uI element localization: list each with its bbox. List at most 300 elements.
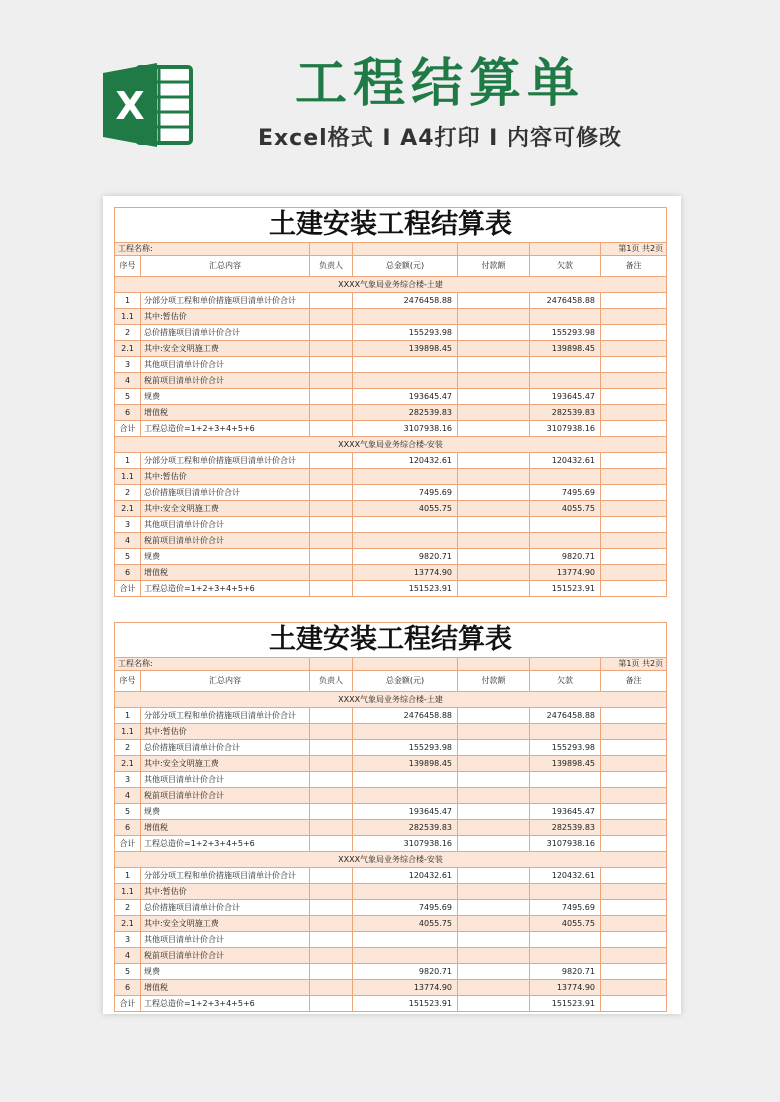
cell-owed: 2476458.88 [530,293,601,309]
cell-content: 工程总造价=1+2+3+4+5+6 [141,996,310,1012]
table-row [115,373,667,389]
cell-paid [458,964,530,980]
cell-note [601,309,667,325]
cell-owner [310,916,353,932]
section-row [115,692,667,708]
cell-paid [458,740,530,756]
cell-content: 总价措施项目清单计价合计 [141,485,310,501]
cell-owner [310,756,353,772]
cell-paid [458,772,530,788]
cell-total [353,724,458,740]
cell-owed: 151523.91 [530,581,601,597]
cell-paid [458,565,530,581]
cell-owed: 3107938.16 [530,421,601,437]
cell-note [601,469,667,485]
cell-note [601,964,667,980]
cell-owner [310,341,353,357]
cell-paid [458,373,530,389]
cell-content: 规费 [141,549,310,565]
table-row [115,932,667,948]
cell-note [601,565,667,581]
cell-paid [458,485,530,501]
cell-no: 2.1 [115,341,141,357]
table-row [115,549,667,565]
cell-owed: 13774.90 [530,565,601,581]
page-title: 工程结算单 [294,54,585,114]
cell-owner [310,549,353,565]
cell-note [601,501,667,517]
cell-owner [310,772,353,788]
table-row [115,820,667,836]
cell-no: 1.1 [115,724,141,740]
cell-total: 3107938.16 [353,421,458,437]
column-header: 付款额 [458,671,530,692]
table-row [115,884,667,900]
cell-owner [310,485,353,501]
cell-no: 6 [115,565,141,581]
cell-owner [310,309,353,325]
cell-content: 规费 [141,804,310,820]
cell-content: 其中:安全文明施工费 [141,341,310,357]
cell-owner [310,836,353,852]
cell-note [601,932,667,948]
cell-owed: 7495.69 [530,900,601,916]
cell-content: 其中:暂估价 [141,469,310,485]
cell-content: 其中:暂估价 [141,884,310,900]
cell-paid [458,804,530,820]
cell-total [353,772,458,788]
cell-content: 税前项目清单计价合计 [141,533,310,549]
section-name: XXXX气象局业务综合楼-安装 [115,852,667,868]
column-header: 欠款 [530,671,601,692]
cell-no: 1 [115,453,141,469]
cell-owed: 139898.45 [530,756,601,772]
cell-paid [458,341,530,357]
table-row [115,501,667,517]
cell-owed: 282539.83 [530,820,601,836]
cell-total: 120432.61 [353,868,458,884]
cell-paid [458,501,530,517]
cell-total [353,884,458,900]
table-title-row [115,208,667,243]
cell-paid [458,293,530,309]
cell-owed: 282539.83 [530,405,601,421]
cell-owner [310,724,353,740]
cell-owed [530,357,601,373]
cell-total: 282539.83 [353,820,458,836]
cell-content: 增值税 [141,820,310,836]
table-row [115,389,667,405]
cell-note [601,836,667,852]
cell-paid [458,309,530,325]
cell-no: 2 [115,485,141,501]
cell-owed: 120432.61 [530,453,601,469]
cell-note [601,517,667,533]
cell-total: 3107938.16 [353,836,458,852]
cell-content: 税前项目清单计价合计 [141,373,310,389]
cell-owed: 4055.75 [530,916,601,932]
cell-total [353,948,458,964]
table-row [115,964,667,980]
cell-content: 增值税 [141,405,310,421]
cell-owner [310,740,353,756]
cell-owner [310,804,353,820]
cell-no: 3 [115,932,141,948]
section-name: XXXX气象局业务综合楼-土建 [115,277,667,293]
cell-note [601,341,667,357]
section-row [115,437,667,453]
cell-no: 3 [115,517,141,533]
cell-no: 2.1 [115,916,141,932]
cell-no: 合计 [115,421,141,437]
cell-content: 总价措施项目清单计价合计 [141,900,310,916]
cell-note [601,900,667,916]
cell-content: 其中:安全文明施工费 [141,501,310,517]
table-row [115,325,667,341]
table-row [115,293,667,309]
blank-cell [530,243,601,256]
cell-note [601,980,667,996]
cell-owner [310,900,353,916]
cell-owed [530,724,601,740]
cell-no: 4 [115,788,141,804]
cell-note [601,772,667,788]
cell-owed [530,469,601,485]
table-row [115,453,667,469]
project-meta-row [115,658,667,671]
column-header: 总金额(元) [353,256,458,277]
cell-total [353,932,458,948]
cell-total: 2476458.88 [353,708,458,724]
cell-content: 工程总造价=1+2+3+4+5+6 [141,421,310,437]
cell-paid [458,724,530,740]
cell-owed: 4055.75 [530,501,601,517]
column-header: 总金额(元) [353,671,458,692]
cell-owed [530,533,601,549]
cell-no: 4 [115,948,141,964]
cell-paid [458,980,530,996]
excel-icon [99,57,195,153]
cell-total [353,309,458,325]
table-row [115,756,667,772]
cell-owed: 9820.71 [530,549,601,565]
cell-total: 4055.75 [353,916,458,932]
cell-note [601,868,667,884]
column-header: 负责人 [310,671,353,692]
cell-content: 分部分项工程和单价措施项目清单计价合计 [141,453,310,469]
column-header: 付款额 [458,256,530,277]
cell-paid [458,756,530,772]
table-row [115,804,667,820]
table-row [115,309,667,325]
cell-owed: 9820.71 [530,964,601,980]
cell-content: 其中:安全文明施工费 [141,916,310,932]
cell-no: 1 [115,868,141,884]
table-title: 土建安装工程结算表 [115,623,667,658]
cell-owner [310,565,353,581]
cell-total [353,469,458,485]
blank-cell [353,243,458,256]
cell-note [601,820,667,836]
column-header: 汇总内容 [141,671,310,692]
cell-owed [530,884,601,900]
cell-no: 2.1 [115,501,141,517]
cell-total: 7495.69 [353,485,458,501]
column-header: 欠款 [530,256,601,277]
cell-paid [458,549,530,565]
table-row [115,405,667,421]
cell-paid [458,836,530,852]
cell-paid [458,405,530,421]
cell-note [601,948,667,964]
table-row [115,916,667,932]
cell-content: 税前项目清单计价合计 [141,948,310,964]
cell-no: 1.1 [115,309,141,325]
cell-content: 税前项目清单计价合计 [141,788,310,804]
cell-note [601,405,667,421]
cell-content: 总价措施项目清单计价合计 [141,740,310,756]
table-row [115,517,667,533]
cell-no: 5 [115,804,141,820]
cell-content: 其中:暂估价 [141,724,310,740]
cell-owed: 120432.61 [530,868,601,884]
cell-no: 1 [115,293,141,309]
cell-paid [458,996,530,1012]
settlement-table-1 [114,207,667,597]
cell-note [601,357,667,373]
table-row [115,708,667,724]
cell-note [601,804,667,820]
cell-total: 151523.91 [353,581,458,597]
cell-owner [310,389,353,405]
cell-total: 139898.45 [353,756,458,772]
column-header: 序号 [115,671,141,692]
blank-cell [458,243,530,256]
cell-total: 4055.75 [353,501,458,517]
cell-owner [310,373,353,389]
table-row [115,421,667,437]
table-row [115,980,667,996]
cell-owed: 193645.47 [530,389,601,405]
cell-paid [458,389,530,405]
cell-note [601,756,667,772]
cell-total: 9820.71 [353,964,458,980]
cell-total: 139898.45 [353,341,458,357]
cell-paid [458,900,530,916]
table-row [115,740,667,756]
cell-no: 6 [115,820,141,836]
page-info: 第1页 共2页 [601,658,667,671]
cell-paid [458,916,530,932]
cell-owed: 155293.98 [530,325,601,341]
cell-content: 规费 [141,964,310,980]
page-subtitle: Excel格式 I A4打印 I 内容可修改 [257,126,623,151]
cell-note [601,740,667,756]
cell-no: 1 [115,708,141,724]
cell-note [601,708,667,724]
cell-content: 总价措施项目清单计价合计 [141,325,310,341]
cell-note [601,389,667,405]
column-header: 序号 [115,256,141,277]
cell-owed: 2476458.88 [530,708,601,724]
section-name: XXXX气象局业务综合楼-安装 [115,437,667,453]
project-name-label: 工程名称: [115,658,310,671]
project-name-label: 工程名称: [115,243,310,256]
cell-owed: 151523.91 [530,996,601,1012]
cell-owed [530,772,601,788]
cell-owner [310,357,353,373]
table-row [115,948,667,964]
cell-owed [530,517,601,533]
cell-note [601,549,667,565]
table-row [115,581,667,597]
cell-total: 155293.98 [353,325,458,341]
blank-cell [458,658,530,671]
cell-total: 193645.47 [353,804,458,820]
cell-owner [310,980,353,996]
cell-owed: 3107938.16 [530,836,601,852]
table-title: 土建安装工程结算表 [115,208,667,243]
table-row [115,357,667,373]
cell-owed: 7495.69 [530,485,601,501]
column-header-row [115,671,667,692]
cell-no: 2 [115,900,141,916]
svg-text:X: X [115,84,145,128]
cell-paid [458,932,530,948]
cell-paid [458,948,530,964]
blank-cell [530,658,601,671]
cell-no: 6 [115,980,141,996]
cell-content: 规费 [141,389,310,405]
cell-note [601,453,667,469]
cell-owner [310,964,353,980]
cell-owed [530,373,601,389]
table-row [115,565,667,581]
cell-total: 13774.90 [353,980,458,996]
cell-content: 分部分项工程和单价措施项目清单计价合计 [141,293,310,309]
section-row [115,852,667,868]
table-row [115,469,667,485]
cell-content: 其中:安全文明施工费 [141,756,310,772]
blank-cell [353,658,458,671]
table-row [115,485,667,501]
cell-note [601,996,667,1012]
cell-content: 其中:暂估价 [141,309,310,325]
cell-owner [310,884,353,900]
cell-no: 3 [115,772,141,788]
cell-owner [310,820,353,836]
table-row [115,772,667,788]
cell-paid [458,325,530,341]
cell-paid [458,357,530,373]
cell-content: 工程总造价=1+2+3+4+5+6 [141,836,310,852]
cell-total: 13774.90 [353,565,458,581]
cell-note [601,884,667,900]
cell-note [601,293,667,309]
column-header: 负责人 [310,256,353,277]
cell-content: 增值税 [141,980,310,996]
cell-owed [530,788,601,804]
cell-no: 4 [115,533,141,549]
page-info: 第1页 共2页 [601,243,667,256]
cell-paid [458,421,530,437]
cell-note [601,485,667,501]
cell-content: 其他项目清单计价合计 [141,932,310,948]
table-row [115,868,667,884]
table-row [115,788,667,804]
column-header-row [115,256,667,277]
cell-total [353,517,458,533]
blank-cell [310,243,353,256]
cell-no: 2.1 [115,756,141,772]
cell-owed [530,309,601,325]
cell-paid [458,469,530,485]
cell-note [601,724,667,740]
section-name: XXXX气象局业务综合楼-土建 [115,692,667,708]
table-row [115,836,667,852]
cell-content: 分部分项工程和单价措施项目清单计价合计 [141,868,310,884]
cell-total: 193645.47 [353,389,458,405]
cell-owner [310,996,353,1012]
cell-total: 2476458.88 [353,293,458,309]
cell-owed: 155293.98 [530,740,601,756]
cell-owed [530,932,601,948]
column-header: 备注 [601,671,667,692]
cell-no: 合计 [115,581,141,597]
cell-note [601,325,667,341]
cell-no: 2 [115,740,141,756]
cell-owner [310,421,353,437]
cell-owner [310,293,353,309]
cell-owner [310,325,353,341]
cell-paid [458,533,530,549]
cell-total: 9820.71 [353,549,458,565]
cell-no: 1.1 [115,469,141,485]
section-row [115,277,667,293]
cell-content: 工程总造价=1+2+3+4+5+6 [141,581,310,597]
table-row [115,533,667,549]
cell-owed: 193645.47 [530,804,601,820]
cell-owner [310,932,353,948]
cell-no: 3 [115,357,141,373]
table-row [115,996,667,1012]
cell-total [353,373,458,389]
settlement-table-2 [114,622,667,1012]
project-meta-row [115,243,667,256]
cell-paid [458,517,530,533]
cell-total: 7495.69 [353,900,458,916]
cell-owed [530,948,601,964]
column-header: 备注 [601,256,667,277]
cell-total: 282539.83 [353,405,458,421]
cell-paid [458,581,530,597]
cell-paid [458,708,530,724]
cell-no: 合计 [115,996,141,1012]
cell-note [601,421,667,437]
cell-note [601,373,667,389]
cell-owner [310,453,353,469]
table-row [115,900,667,916]
cell-note [601,788,667,804]
cell-no: 5 [115,549,141,565]
column-header: 汇总内容 [141,256,310,277]
cell-owner [310,868,353,884]
cell-owner [310,501,353,517]
cell-paid [458,820,530,836]
table-row [115,724,667,740]
cell-no: 5 [115,964,141,980]
cell-owner [310,533,353,549]
